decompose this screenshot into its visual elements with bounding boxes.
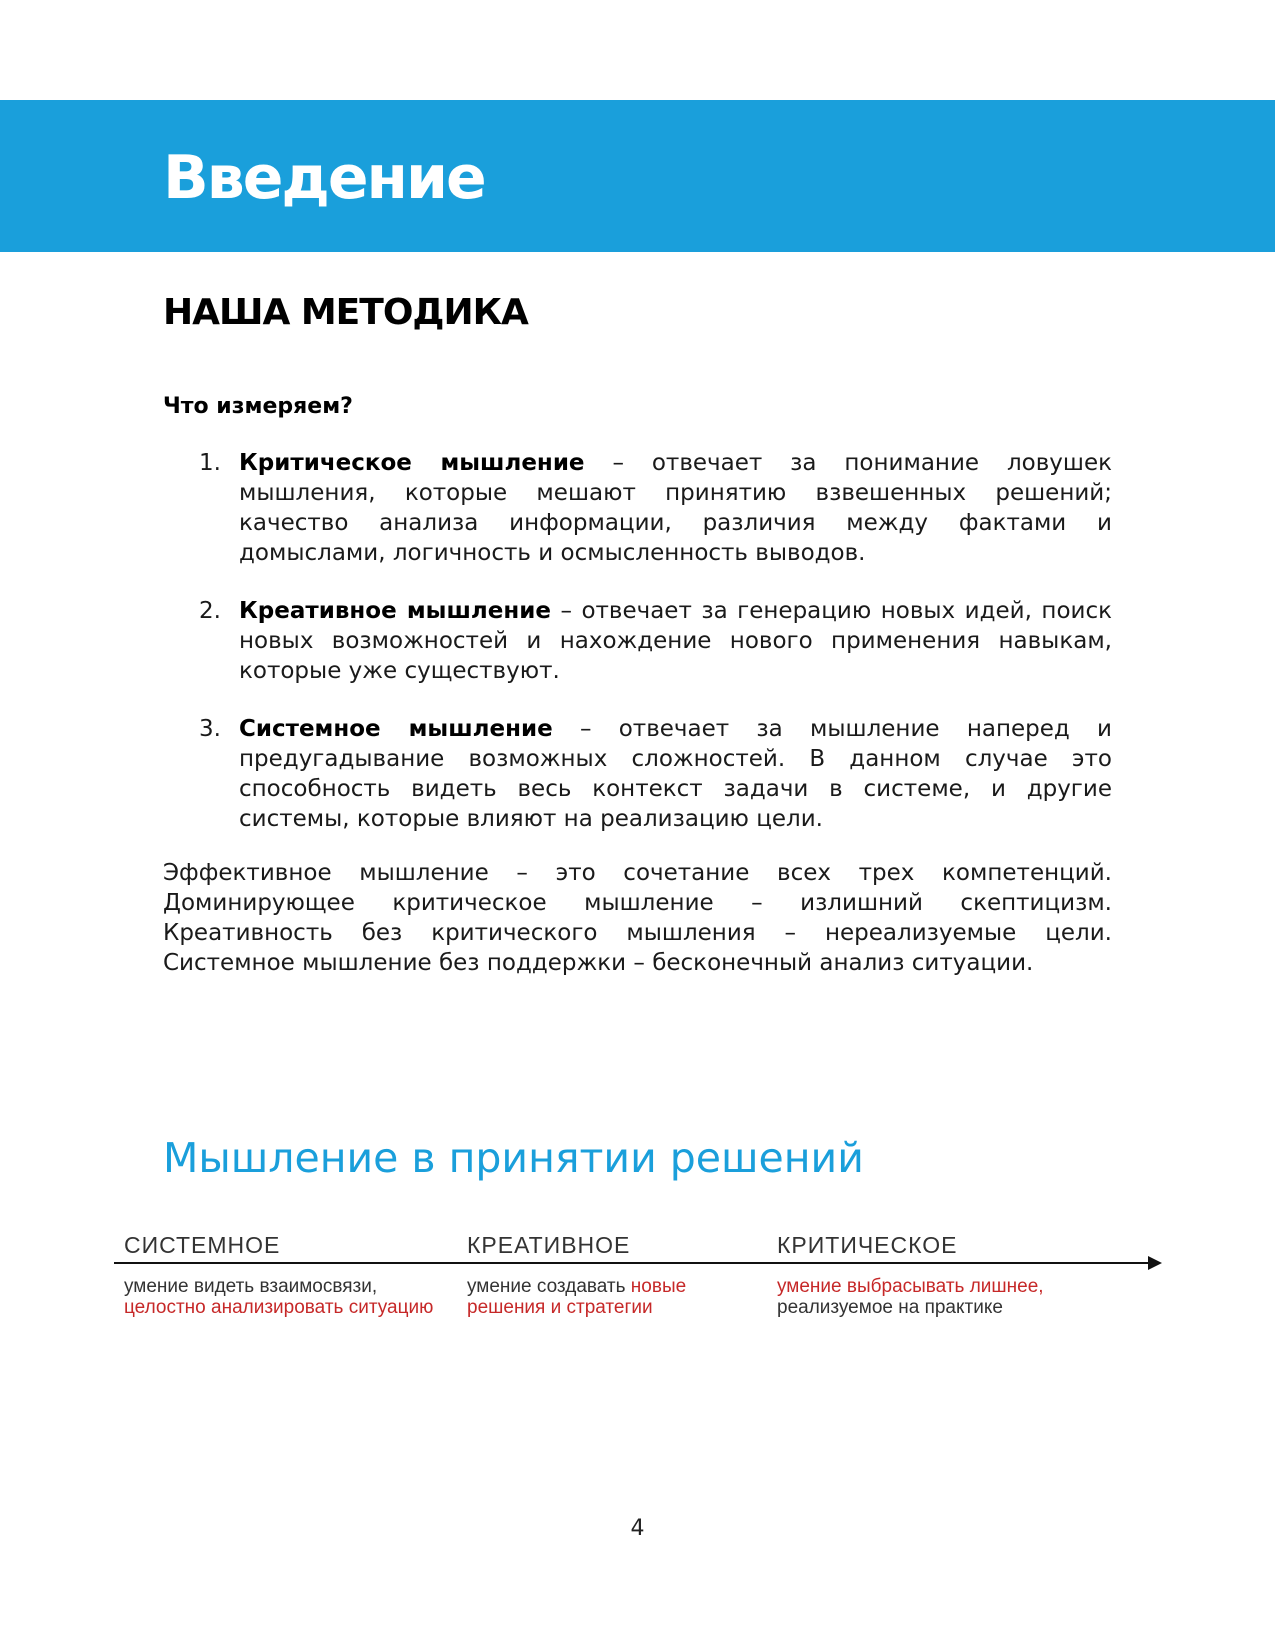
list-item [163, 448, 1112, 568]
stage-label: СИСТЕМНОЕ [124, 1232, 281, 1258]
stage-desc-plain: умение видеть взаимосвязи, [124, 1276, 378, 1297]
question-heading: Что измеряем? [163, 394, 353, 419]
list-item-number: 3. [199, 716, 221, 742]
list-item-term: Креативное мышление [239, 598, 551, 624]
arrow-right-icon [1148, 1256, 1162, 1270]
stage-desc-highlight: новые решения и стратегии [467, 1276, 687, 1318]
stage-label: КРИТИЧЕСКОЕ [777, 1232, 958, 1258]
diagram-title: Мышление в принятии решений [163, 1134, 864, 1182]
page-number: 4 [630, 1516, 645, 1541]
summary-paragraph: Эффективное мышление – это сочетание всех трех компетенций. Доминирующее критическое мышление – излишний скептицизм. Креативность без критического мышления – нереализуемые цели. Системное мышление без поддержки – бесконечный анализ ситуации. [163, 860, 1112, 976]
stage-desc-highlight: целостно анализировать ситуацию [124, 1297, 434, 1318]
stage-critical [777, 1234, 1127, 1318]
stage-systemic [124, 1234, 444, 1318]
list-item [163, 714, 1112, 834]
list-item [163, 596, 1112, 686]
stage-desc-plain: реализуемое на практике [777, 1297, 1003, 1318]
list-item-text: – отвечает за генерацию новых идей, поиск новых возможностей и нахождение нового применения навыкам, которые уже существуют. [239, 598, 1113, 684]
list-item-number: 1. [199, 450, 221, 476]
list-item-text: – отвечает за мышление наперед и предугадывание возможных сложностей. В данном случае это способность видеть весь контекст задачи в системе, и другие системы, которые влияют на реализацию цели. [239, 716, 1113, 832]
stage-label: КРЕАТИВНОЕ [467, 1232, 631, 1258]
stage-desc-highlight: умение выбрасывать лишнее, [777, 1276, 1044, 1297]
stage-desc-plain: умение создавать [467, 1276, 631, 1297]
stage-description [124, 1276, 444, 1318]
stage-creative [467, 1234, 767, 1318]
list-item-term: Критическое мышление [239, 450, 585, 476]
competency-list [163, 448, 1112, 862]
page-title: Введение [163, 143, 485, 213]
section-heading: НАША МЕТОДИКА [163, 292, 528, 333]
stage-description [467, 1276, 767, 1318]
list-item-term: Системное мышление [239, 716, 553, 742]
list-item-number: 2. [199, 598, 221, 624]
stage-description [777, 1276, 1127, 1318]
list-item-text: – отвечает за понимание ловушек мышления, которые мешают принятию взвешенных решений; качество анализа информации, различия между фактами и домыслами, логичность и осмысленность выводов. [239, 450, 1112, 566]
